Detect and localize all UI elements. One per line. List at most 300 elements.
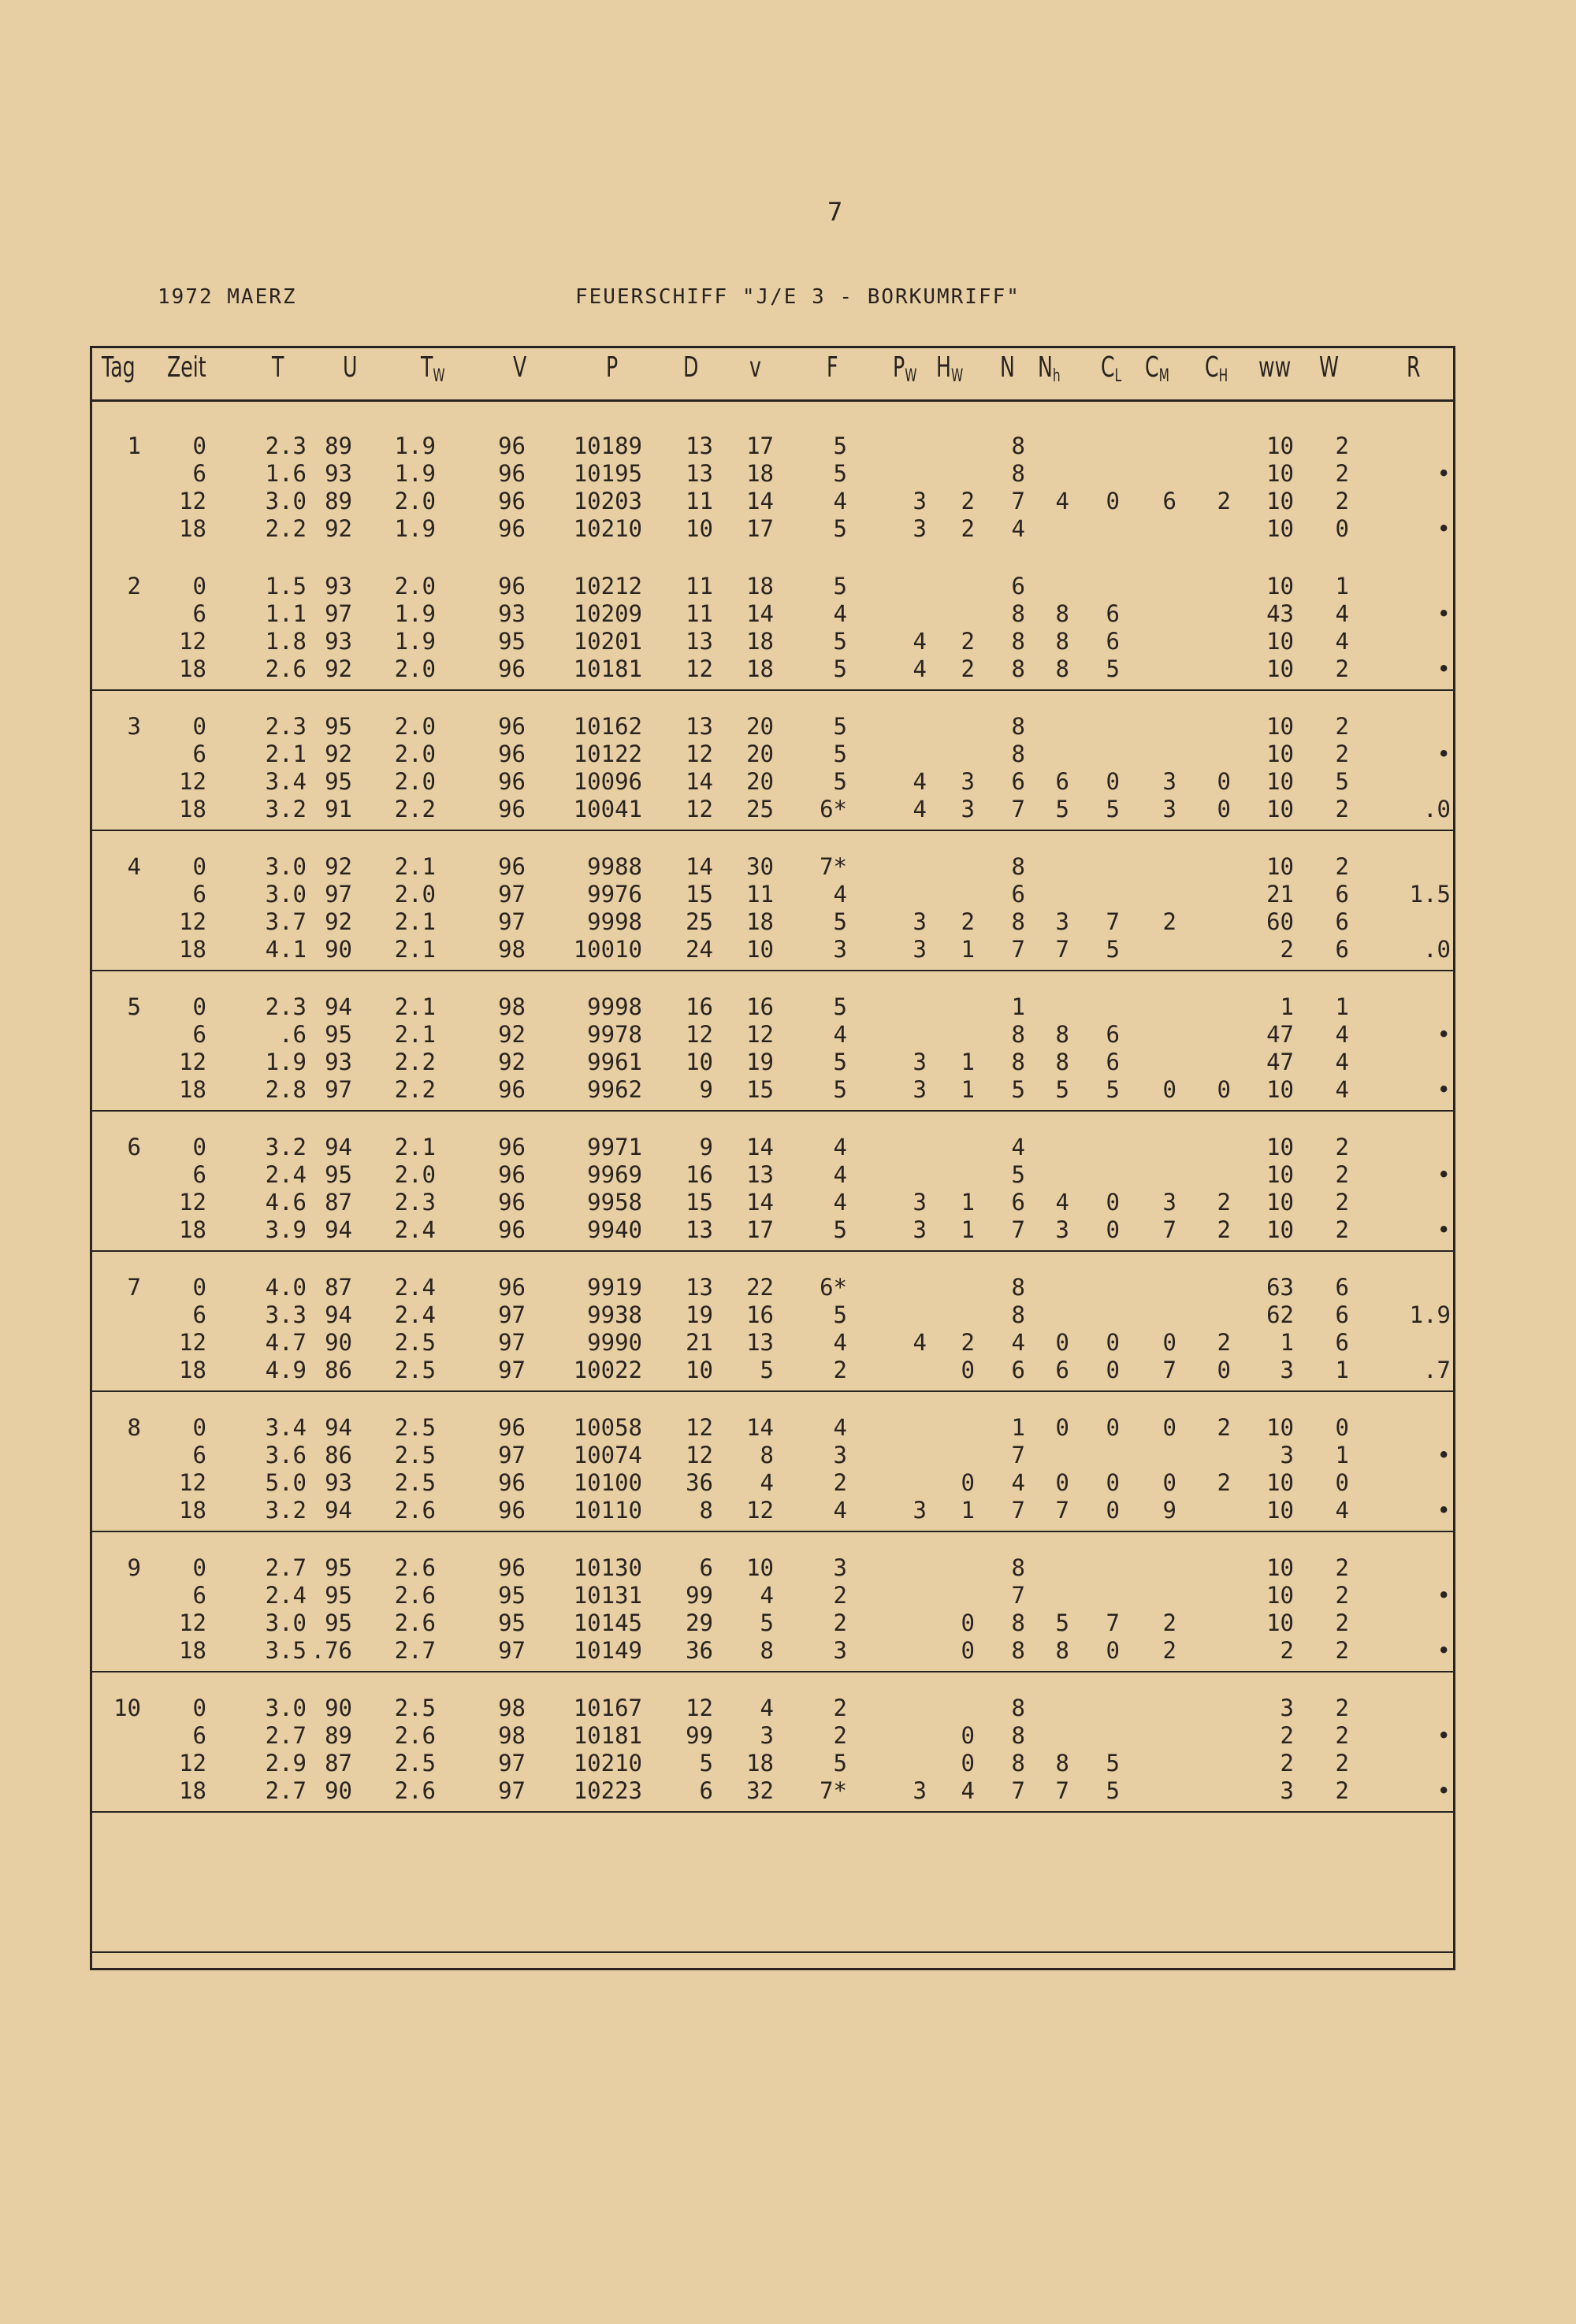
col-header-tag	[102, 351, 136, 384]
cell-Nh: 6	[1055, 1357, 1069, 1383]
col-header-U-main: U	[343, 351, 358, 384]
col-header-U	[343, 351, 357, 384]
cell-W: 2	[1335, 1189, 1349, 1216]
cell-N: 8	[1011, 1722, 1025, 1749]
cell-v: 17	[746, 515, 774, 542]
cell-zeit: 0	[192, 1274, 206, 1301]
cell-R: .0	[1423, 796, 1451, 822]
cell-N: 7	[1011, 1216, 1025, 1243]
cell-F: 6*	[820, 1274, 847, 1301]
cell-R: •	[1437, 1216, 1451, 1243]
cell-zeit: 6	[192, 460, 206, 487]
cell-N: 8	[1011, 1301, 1025, 1328]
cell-Hw: 0	[961, 1357, 975, 1383]
cell-D: 10	[686, 1357, 713, 1383]
cell-V: 96	[498, 573, 526, 600]
cell-D: 19	[686, 1301, 713, 1328]
cell-W: 2	[1335, 655, 1349, 682]
col-header-CH-main: C	[1205, 351, 1219, 384]
cell-U: 97	[325, 1076, 352, 1103]
cell-CM: 0	[1162, 1414, 1176, 1441]
cell-P: 10162	[573, 713, 642, 740]
cell-T: .6	[279, 1021, 307, 1048]
cell-Tw: 2.4	[394, 1216, 436, 1243]
cell-Tw: 2.4	[394, 1274, 436, 1301]
cell-zeit: 18	[179, 1777, 206, 1804]
cell-N: 7	[1011, 1777, 1025, 1804]
cell-zeit: 0	[192, 573, 206, 600]
cell-tag: 9	[127, 1554, 141, 1581]
cell-F: 2	[833, 1722, 847, 1749]
cell-zeit: 0	[192, 713, 206, 740]
cell-CH: 2	[1217, 1414, 1231, 1441]
cell-F: 5	[833, 1049, 847, 1075]
cell-Tw: 1.9	[394, 433, 436, 459]
cell-Tw: 2.5	[394, 1442, 436, 1468]
cell-V: 95	[498, 628, 526, 655]
cell-P: 9969	[587, 1161, 642, 1188]
cell-V: 96	[498, 515, 526, 542]
cell-T: 2.7	[265, 1722, 307, 1749]
cell-zeit: 0	[192, 1554, 206, 1581]
cell-W: 2	[1335, 1722, 1349, 1749]
col-header-T-main: T	[272, 351, 284, 384]
cell-zeit: 6	[192, 1021, 206, 1048]
cell-D: 13	[686, 628, 713, 655]
cell-v: 13	[746, 1329, 774, 1356]
cell-N: 8	[1011, 1695, 1025, 1721]
cell-W: 1	[1335, 573, 1349, 600]
col-header-zeit-main: Zeit	[167, 351, 206, 384]
cell-V: 97	[498, 1329, 526, 1356]
cell-D: 13	[686, 460, 713, 487]
col-header-CL	[1101, 351, 1121, 386]
cell-Tw: 2.0	[394, 655, 436, 682]
cell-Pw: 4	[913, 796, 927, 822]
cell-W: 2	[1335, 488, 1349, 514]
cell-F: 5	[833, 655, 847, 682]
cell-U: 89	[325, 433, 352, 459]
cell-F: 4	[833, 1161, 847, 1188]
col-header-W	[1319, 351, 1339, 384]
cell-F: 3	[833, 936, 847, 963]
cell-Tw: 2.0	[394, 713, 436, 740]
cell-CL: 6	[1106, 628, 1120, 655]
col-header-N	[1000, 351, 1015, 384]
cell-v: 14	[746, 1134, 774, 1160]
cell-CH: 2	[1217, 1216, 1231, 1243]
cell-ww: 3	[1280, 1695, 1294, 1721]
cell-Tw: 2.6	[394, 1722, 436, 1749]
cell-ww: 10	[1266, 573, 1294, 600]
cell-T: 2.2	[265, 515, 307, 542]
col-header-zeit	[167, 351, 206, 384]
cell-v: 4	[760, 1469, 774, 1496]
cell-V: 96	[498, 655, 526, 682]
cell-tag: 4	[127, 853, 141, 880]
cell-D: 12	[686, 1414, 713, 1441]
cell-D: 13	[686, 433, 713, 459]
cell-Nh: 3	[1055, 1216, 1069, 1243]
cell-CL: 0	[1106, 768, 1120, 795]
cell-U: 90	[325, 1777, 352, 1804]
cell-CM: 9	[1162, 1497, 1176, 1524]
cell-R: •	[1437, 1161, 1451, 1188]
cell-CH: 2	[1217, 1329, 1231, 1356]
cell-V: 96	[498, 796, 526, 822]
cell-W: 2	[1335, 1750, 1349, 1776]
col-header-F-main: F	[827, 351, 838, 384]
cell-Tw: 1.9	[394, 515, 436, 542]
cell-Tw: 2.2	[394, 1049, 436, 1075]
cell-Hw: 1	[961, 1076, 975, 1103]
cell-Nh: 3	[1055, 908, 1069, 935]
cell-tag: 8	[127, 1414, 141, 1441]
cell-N: 8	[1011, 1609, 1025, 1636]
cell-N: 6	[1011, 1189, 1025, 1216]
cell-P: 10223	[573, 1777, 642, 1804]
cell-F: 6*	[820, 796, 847, 822]
cell-Tw: 2.0	[394, 768, 436, 795]
col-header-Hw-sub: W	[950, 366, 964, 386]
cell-W: 2	[1335, 1554, 1349, 1581]
day-separator	[92, 1110, 1453, 1112]
cell-Hw: 0	[961, 1469, 975, 1496]
cell-Tw: 2.0	[394, 488, 436, 514]
cell-tag: 2	[127, 573, 141, 600]
cell-zeit: 6	[192, 1161, 206, 1188]
cell-ww: 10	[1266, 713, 1294, 740]
cell-Tw: 2.5	[394, 1329, 436, 1356]
cell-T: 2.9	[265, 1750, 307, 1776]
cell-Tw: 2.6	[394, 1777, 436, 1804]
cell-D: 36	[686, 1637, 713, 1664]
cell-V: 96	[498, 768, 526, 795]
col-header-R-main: R	[1407, 351, 1421, 384]
cell-D: 12	[686, 1442, 713, 1468]
cell-R: •	[1437, 1777, 1451, 1804]
cell-v: 8	[760, 1637, 774, 1664]
cell-ww: 1	[1280, 1329, 1294, 1356]
cell-W: 6	[1335, 1301, 1349, 1328]
cell-v: 15	[746, 1076, 774, 1103]
cell-v: 32	[746, 1777, 774, 1804]
cell-R: 1.9	[1409, 1301, 1451, 1328]
day-separator	[92, 1811, 1453, 1813]
cell-D: 9	[699, 1076, 713, 1103]
cell-U: 93	[325, 573, 352, 600]
cell-D: 25	[686, 908, 713, 935]
cell-N: 8	[1011, 433, 1025, 459]
page-number: 7	[827, 197, 843, 227]
cell-N: 8	[1011, 908, 1025, 935]
cell-F: 5	[833, 573, 847, 600]
cell-CH: 0	[1217, 1076, 1231, 1103]
col-header-Tw	[421, 351, 445, 386]
cell-U: 97	[325, 600, 352, 627]
cell-T: 2.8	[265, 1076, 307, 1103]
cell-T: 4.6	[265, 1189, 307, 1216]
cell-F: 5	[833, 433, 847, 459]
cell-T: 1.9	[265, 1049, 307, 1075]
cell-P: 10100	[573, 1469, 642, 1496]
cell-T: 4.9	[265, 1357, 307, 1383]
cell-D: 24	[686, 936, 713, 963]
cell-F: 5	[833, 1301, 847, 1328]
cell-F: 4	[833, 1189, 847, 1216]
cell-F: 7*	[820, 853, 847, 880]
cell-N: 8	[1011, 713, 1025, 740]
cell-ww: 10	[1266, 1189, 1294, 1216]
cell-V: 98	[498, 936, 526, 963]
cell-T: 3.4	[265, 768, 307, 795]
cell-v: 5	[760, 1357, 774, 1383]
cell-P: 10210	[573, 515, 642, 542]
cell-V: 96	[498, 488, 526, 514]
cell-U: 91	[325, 796, 352, 822]
col-header-D-main: D	[683, 351, 699, 384]
cell-Pw: 3	[913, 1777, 927, 1804]
cell-P: 10189	[573, 433, 642, 459]
cell-U: 87	[325, 1750, 352, 1776]
cell-W: 2	[1335, 1216, 1349, 1243]
cell-D: 15	[686, 881, 713, 908]
cell-D: 21	[686, 1329, 713, 1356]
cell-T: 2.1	[265, 741, 307, 767]
col-header-T	[272, 351, 284, 384]
cell-V: 96	[498, 1076, 526, 1103]
cell-Nh: 8	[1055, 655, 1069, 682]
cell-CL: 0	[1106, 1469, 1120, 1496]
cell-T: 3.0	[265, 1695, 307, 1721]
cell-P: 10058	[573, 1414, 642, 1441]
cell-D: 11	[686, 573, 713, 600]
cell-U: 92	[325, 515, 352, 542]
cell-zeit: 18	[179, 1497, 206, 1524]
cell-zeit: 18	[179, 655, 206, 682]
day-separator	[92, 1671, 1453, 1672]
day-separator	[92, 689, 1453, 691]
cell-F: 2	[833, 1609, 847, 1636]
col-header-CH-sub: H	[1218, 366, 1228, 386]
cell-tag: 5	[127, 993, 141, 1020]
cell-zeit: 12	[179, 768, 206, 795]
cell-V: 96	[498, 1189, 526, 1216]
cell-T: 3.9	[265, 1216, 307, 1243]
cell-Pw: 3	[913, 488, 927, 514]
cell-T: 2.7	[265, 1554, 307, 1581]
cell-R: •	[1437, 1076, 1451, 1103]
cell-CL: 7	[1106, 1609, 1120, 1636]
cell-zeit: 12	[179, 1609, 206, 1636]
col-header-Tw-main: T	[421, 351, 433, 384]
cell-CL: 0	[1106, 488, 1120, 514]
cell-N: 8	[1011, 853, 1025, 880]
col-header-Nh-main: N	[1038, 351, 1053, 384]
cell-zeit: 18	[179, 1216, 206, 1243]
cell-zeit: 6	[192, 1442, 206, 1468]
cell-P: 10074	[573, 1442, 642, 1468]
cell-Hw: 3	[961, 768, 975, 795]
cell-T: 3.6	[265, 1442, 307, 1468]
cell-P: 10167	[573, 1695, 642, 1721]
cell-zeit: 6	[192, 1582, 206, 1609]
cell-zeit: 12	[179, 908, 206, 935]
cell-W: 2	[1335, 796, 1349, 822]
cell-ww: 10	[1266, 488, 1294, 514]
cell-Nh: 0	[1055, 1329, 1069, 1356]
cell-F: 7*	[820, 1777, 847, 1804]
cell-T: 4.7	[265, 1329, 307, 1356]
cell-Pw: 3	[913, 1049, 927, 1075]
cell-N: 8	[1011, 1750, 1025, 1776]
cell-Pw: 4	[913, 1329, 927, 1356]
cell-R: •	[1437, 1722, 1451, 1749]
cell-P: 10041	[573, 796, 642, 822]
cell-v: 14	[746, 1414, 774, 1441]
cell-F: 5	[833, 628, 847, 655]
cell-D: 12	[686, 796, 713, 822]
cell-Nh: 5	[1055, 796, 1069, 822]
cell-Hw: 1	[961, 1216, 975, 1243]
cell-CM: 3	[1162, 1189, 1176, 1216]
cell-T: 2.3	[265, 993, 307, 1020]
cell-v: 10	[746, 936, 774, 963]
cell-U: 95	[325, 1582, 352, 1609]
cell-N: 8	[1011, 628, 1025, 655]
cell-CM: 0	[1162, 1076, 1176, 1103]
cell-ww: 10	[1266, 1582, 1294, 1609]
cell-v: 18	[746, 573, 774, 600]
cell-W: 6	[1335, 1329, 1349, 1356]
cell-v: 14	[746, 488, 774, 514]
cell-V: 96	[498, 1161, 526, 1188]
cell-zeit: 18	[179, 1076, 206, 1103]
cell-D: 12	[686, 741, 713, 767]
cell-ww: 2	[1280, 1750, 1294, 1776]
cell-R: 1.5	[1409, 881, 1451, 908]
cell-Hw: 1	[961, 1497, 975, 1524]
cell-N: 8	[1011, 1274, 1025, 1301]
cell-Hw: 2	[961, 628, 975, 655]
cell-CL: 5	[1106, 796, 1120, 822]
cell-ww: 10	[1266, 796, 1294, 822]
cell-W: 1	[1335, 993, 1349, 1020]
cell-V: 96	[498, 433, 526, 459]
cell-P: 10130	[573, 1554, 642, 1581]
cell-N: 1	[1011, 1414, 1025, 1441]
cell-P: 9971	[587, 1134, 642, 1160]
cell-P: 9988	[587, 853, 642, 880]
cell-F: 5	[833, 1750, 847, 1776]
cell-zeit: 0	[192, 853, 206, 880]
cell-D: 12	[686, 1695, 713, 1721]
cell-F: 4	[833, 1414, 847, 1441]
cell-Pw: 3	[913, 515, 927, 542]
cell-Tw: 1.9	[394, 628, 436, 655]
cell-ww: 10	[1266, 768, 1294, 795]
cell-ww: 10	[1266, 1497, 1294, 1524]
cell-U: 90	[325, 1695, 352, 1721]
cell-W: 2	[1335, 1777, 1349, 1804]
cell-v: 4	[760, 1695, 774, 1721]
cell-V: 98	[498, 993, 526, 1020]
cell-N: 8	[1011, 1637, 1025, 1664]
cell-D: 11	[686, 600, 713, 627]
cell-W: 4	[1335, 1076, 1349, 1103]
cell-P: 10096	[573, 768, 642, 795]
cell-T: 1.1	[265, 600, 307, 627]
cell-F: 5	[833, 993, 847, 1020]
cell-W: 0	[1335, 1469, 1349, 1496]
cell-N: 8	[1011, 741, 1025, 767]
cell-P: 10212	[573, 573, 642, 600]
cell-Pw: 3	[913, 1216, 927, 1243]
cell-V: 97	[498, 908, 526, 935]
cell-N: 7	[1011, 936, 1025, 963]
cell-ww: 2	[1280, 1722, 1294, 1749]
cell-v: 20	[746, 741, 774, 767]
cell-D: 13	[686, 713, 713, 740]
cell-P: 10145	[573, 1609, 642, 1636]
cell-T: 2.7	[265, 1777, 307, 1804]
col-header-Pw-sub: W	[905, 366, 917, 386]
cell-P: 9998	[587, 993, 642, 1020]
cell-Hw: 2	[961, 515, 975, 542]
cell-zeit: 12	[179, 1469, 206, 1496]
cell-W: 2	[1335, 1582, 1349, 1609]
cell-Pw: 3	[913, 1497, 927, 1524]
cell-V: 95	[498, 1582, 526, 1609]
cell-P: 10181	[573, 1722, 642, 1749]
cell-ww: 10	[1266, 515, 1294, 542]
cell-U: 94	[325, 993, 352, 1020]
cell-ww: 10	[1266, 1414, 1294, 1441]
cell-Nh: 5	[1055, 1076, 1069, 1103]
cell-P: 10149	[573, 1637, 642, 1664]
cell-D: 15	[686, 1189, 713, 1216]
cell-U: 92	[325, 908, 352, 935]
cell-U: 87	[325, 1189, 352, 1216]
cell-ww: 10	[1266, 853, 1294, 880]
cell-T: 3.2	[265, 1134, 307, 1160]
cell-P: 9958	[587, 1189, 642, 1216]
cell-V: 96	[498, 1134, 526, 1160]
cell-Hw: 3	[961, 796, 975, 822]
cell-R: •	[1437, 1637, 1451, 1664]
cell-P: 10201	[573, 628, 642, 655]
cell-Nh: 0	[1055, 1469, 1069, 1496]
cell-P: 9962	[587, 1076, 642, 1103]
cell-ww: 10	[1266, 460, 1294, 487]
cell-W: 4	[1335, 1049, 1349, 1075]
cell-N: 8	[1011, 460, 1025, 487]
col-header-Pw	[893, 351, 916, 386]
cell-tag: 3	[127, 713, 141, 740]
cell-v: 18	[746, 1750, 774, 1776]
cell-Hw: 1	[961, 1189, 975, 1216]
cell-U: 86	[325, 1442, 352, 1468]
cell-Nh: 4	[1055, 1189, 1069, 1216]
cell-ww: 10	[1266, 1469, 1294, 1496]
cell-F: 4	[833, 1134, 847, 1160]
col-header-v	[749, 351, 761, 384]
cell-Hw: 2	[961, 908, 975, 935]
cell-ww: 47	[1266, 1021, 1294, 1048]
cell-CL: 0	[1106, 1497, 1120, 1524]
cell-Pw: 3	[913, 908, 927, 935]
cell-N: 4	[1011, 1329, 1025, 1356]
